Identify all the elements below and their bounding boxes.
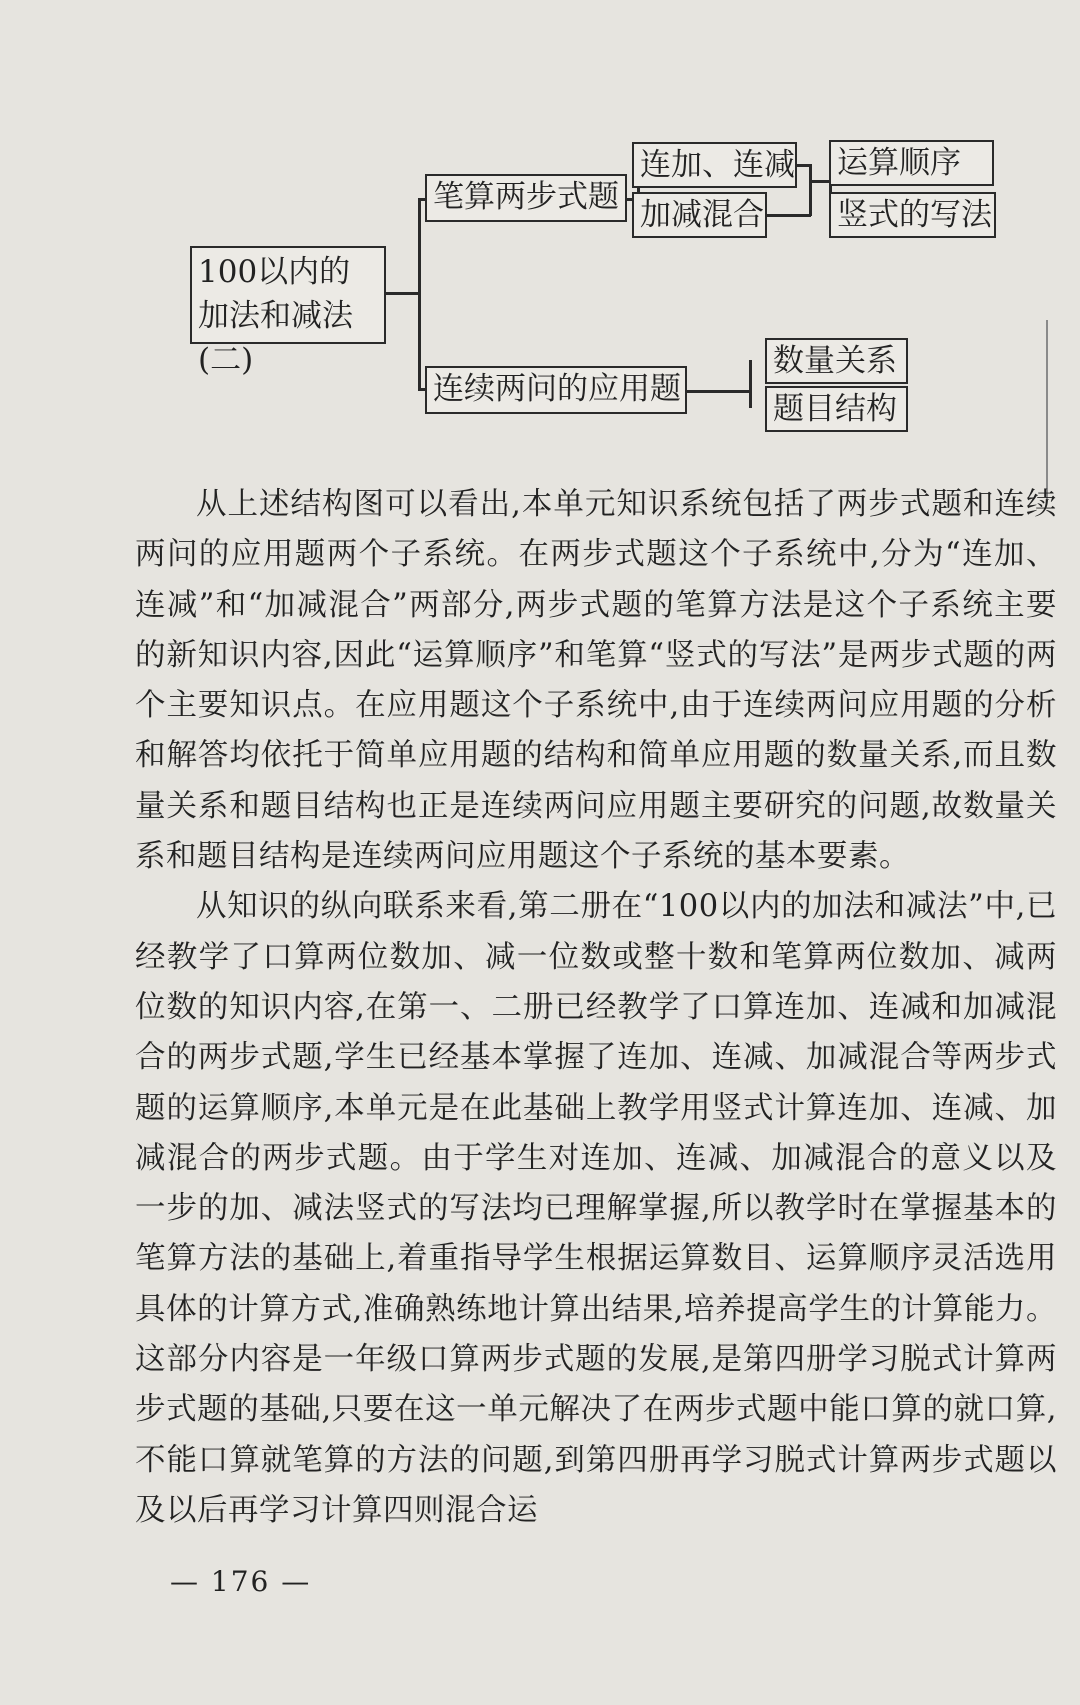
connector xyxy=(687,390,751,393)
connector xyxy=(809,164,812,216)
sub-mixed-label: 加减混合 xyxy=(640,197,764,233)
branch-written-node xyxy=(425,174,627,222)
leaf-order-label: 运算顺序 xyxy=(837,145,961,181)
root-node-label: 100以内的加法和减法(二) xyxy=(198,254,353,378)
paragraph: 从上述结构图可以看出,本单元知识系统包括了两步式题和连续两问的应用题两个子系统。在两步式题这个子系统中,分为“连加、连减”和“加减混合”两部分,两步式题的笔算方法是这个子系统主要的新知识内容,因此“运算顺序”和笔算“竖式的写法”是两步式题的两个主要知识点。在应用题这个子系统中,由于连续两问应用题的分析和解答均依托于简单应用题的结构和简单应用题的数量关系,而且数量关系和题目结构也正是连续两问应用题主要研究的问题,故数量关系和题目结构是连续两问应用题这个子系统的基本要素。 xyxy=(135,487,1057,875)
connector xyxy=(809,180,831,183)
connector xyxy=(749,360,752,408)
leaf-quantity-node xyxy=(765,338,908,384)
paragraph: 从知识的纵向联系来看,第二册在“100以内的加法和减法”中,已经教学了口算两位数加、减一位数或整十数和笔算两位数加、减两位数的知识内容,在第一、二册已经教学了口算连加、连减和加减混合的两步式题,学生已经基本掌握了连加、连减、加减混合等两步式题的运算顺序,本单元是在此基础上教学用竖式计算连加、连减、加减混合的两步式题。由于学生对连加、连减、加减混合的意义以及一步的加、减法竖式的写法均已理解掌握,所以教学时在掌握基本的笔算方法的基础上,着重指导学生根据运算数目、运算顺序灵活选用具体的计算方式,准确熟练地计算出结果,培养提高学生的计算能力。这部分内容是一年级口算两步式题的发展,是第四册学习脱式计算两步式题的基础,只要在这一单元解决了在两步式题中能口算的就口算,不能口算就笔算的方法的问题,到第四册再学习脱式计算两步式题以及以后再学习计算四则混合运 xyxy=(135,889,1057,1528)
margin-rule xyxy=(1046,320,1048,500)
connector xyxy=(418,198,421,390)
connector xyxy=(767,214,811,217)
root-node xyxy=(190,246,386,378)
page-number: — 176 — xyxy=(170,1565,312,1598)
leaf-vertical-node xyxy=(829,192,996,238)
leaf-vertical-label: 竖式的写法 xyxy=(837,197,992,233)
connector xyxy=(386,292,420,295)
sub-add-sub-node xyxy=(632,142,797,188)
sub-add-sub-label: 连加、连减 xyxy=(640,147,795,183)
sub-mixed-node xyxy=(632,192,767,238)
connector xyxy=(418,388,425,391)
leaf-structure-label: 题目结构 xyxy=(773,391,897,427)
leaf-structure-node xyxy=(765,386,908,432)
leaf-order-node xyxy=(829,140,994,186)
branch-word-node xyxy=(425,366,687,414)
connector xyxy=(418,198,425,201)
leaf-quantity-label: 数量关系 xyxy=(773,343,897,379)
body-text xyxy=(135,480,1057,1536)
branch-word-label: 连续两问的应用题 xyxy=(433,371,681,407)
structure-diagram xyxy=(0,0,1080,440)
branch-written-label: 笔算两步式题 xyxy=(433,179,619,215)
